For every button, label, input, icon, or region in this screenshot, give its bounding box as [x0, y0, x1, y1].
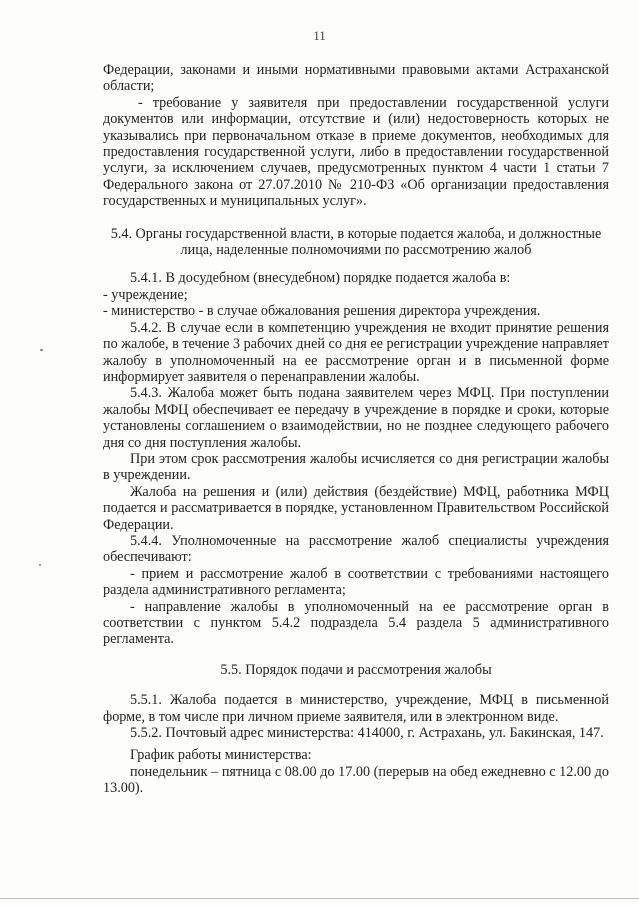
paragraph-requirement: - требование у заявителя при предоставлении государственной услуги документов или информации, отсутствие и (или) недостоверность которых не указывались при первоначальном отказе в приеме документов, необходимых для предоставления государственной услуги, либо в предоставлении государственной услуги, за исключением случаев, предусмотренных пунктом 4 части 1 статьи 7 Федерального закона от 27.07.2010 № 210-ФЗ «Об организации предоставления государственных и муниципальных услуг». [103, 94, 609, 210]
scan-speck [40, 349, 43, 351]
paragraph-continuation: Федерации, законами и иными нормативными правовыми актами Астраханской области; [103, 62, 609, 95]
paragraph-5-4-2: 5.4.2. В случае если в компетенцию учреждения не входит принятие решения по жалобе, в течение 3 рабочих дней со дня ее регистрации учреждение направляет жалобу в уполномоченный на ее рассмотрение орган и в письменной форме информирует заявителя о перенаправлении жалобы. [103, 319, 609, 385]
list-item-institution: - учреждение; [103, 286, 188, 303]
paragraph-mfc-complaint: Жалоба на решения и (или) действия (бездействие) МФЦ, работника МФЦ подается и рассматривается в порядке, установленном Правительством Российской Федерации. [103, 483, 609, 533]
paragraph-5-4-3: 5.4.3. Жалоба может быть подана заявителем через МФЦ. При поступлении жалобы МФЦ обеспечивает ее передачу в учреждение в порядке и сроки, которые установлены соглашением о взаимодействии, но не позднее следующего рабочего дня со дня поступления жалобы. [103, 385, 609, 451]
schedule-heading: График работы министерства: [130, 747, 312, 764]
paragraph-review-period: При этом срок рассмотрения жалобы исчисляется со дня регистрации жалобы в учреждении. [103, 450, 609, 484]
scan-edge-line [0, 898, 639, 899]
schedule-hours: понедельник – пятница с 08.00 до 17.00 (перерыв на обед ежедневно с 12.00 до 13.00). [103, 763, 609, 797]
document-body [103, 62, 609, 797]
paragraph-5-5-2: 5.5.2. Почтовый адрес министерства: 414000, г. Астрахань, ул. Бакинская, 147. [130, 725, 604, 742]
scan-speck [39, 564, 41, 566]
paragraph-5-4-4: 5.4.4. Уполномоченные на рассмотрение жалоб специалисты учреждения обеспечивают: [103, 532, 609, 566]
section-heading-5-4: 5.4. Органы государственной власти, в которые подается жалоба, и должностные лица, наделенные полномочиями по рассмотрению жалоб [110, 225, 602, 259]
paragraph-5-4-1: 5.4.1. В досудебном (внесудебном) порядке подается жалоба в: [130, 270, 511, 287]
section-heading-5-5: 5.5. Порядок подачи и рассмотрения жалобы [220, 661, 492, 678]
page-number: 11 [313, 28, 326, 43]
list-item-reception: - прием и рассмотрение жалоб в соответствии с требованиями настоящего раздела административного регламента; [103, 565, 609, 599]
paragraph-5-5-1: 5.5.1. Жалоба подается в министерство, учреждение, МФЦ в письменной форме, в том числе при личном приеме заявителя, или в электронном виде. [103, 692, 609, 725]
list-item-ministry: - министерство - в случае обжалования решения директора учреждения. [103, 303, 541, 320]
list-item-forwarding: - направление жалобы в уполномоченный на ее рассмотрение орган в соответствии с пунктом 5.4.2 подраздела 5.4 раздела 5 административного регламента. [103, 598, 609, 648]
